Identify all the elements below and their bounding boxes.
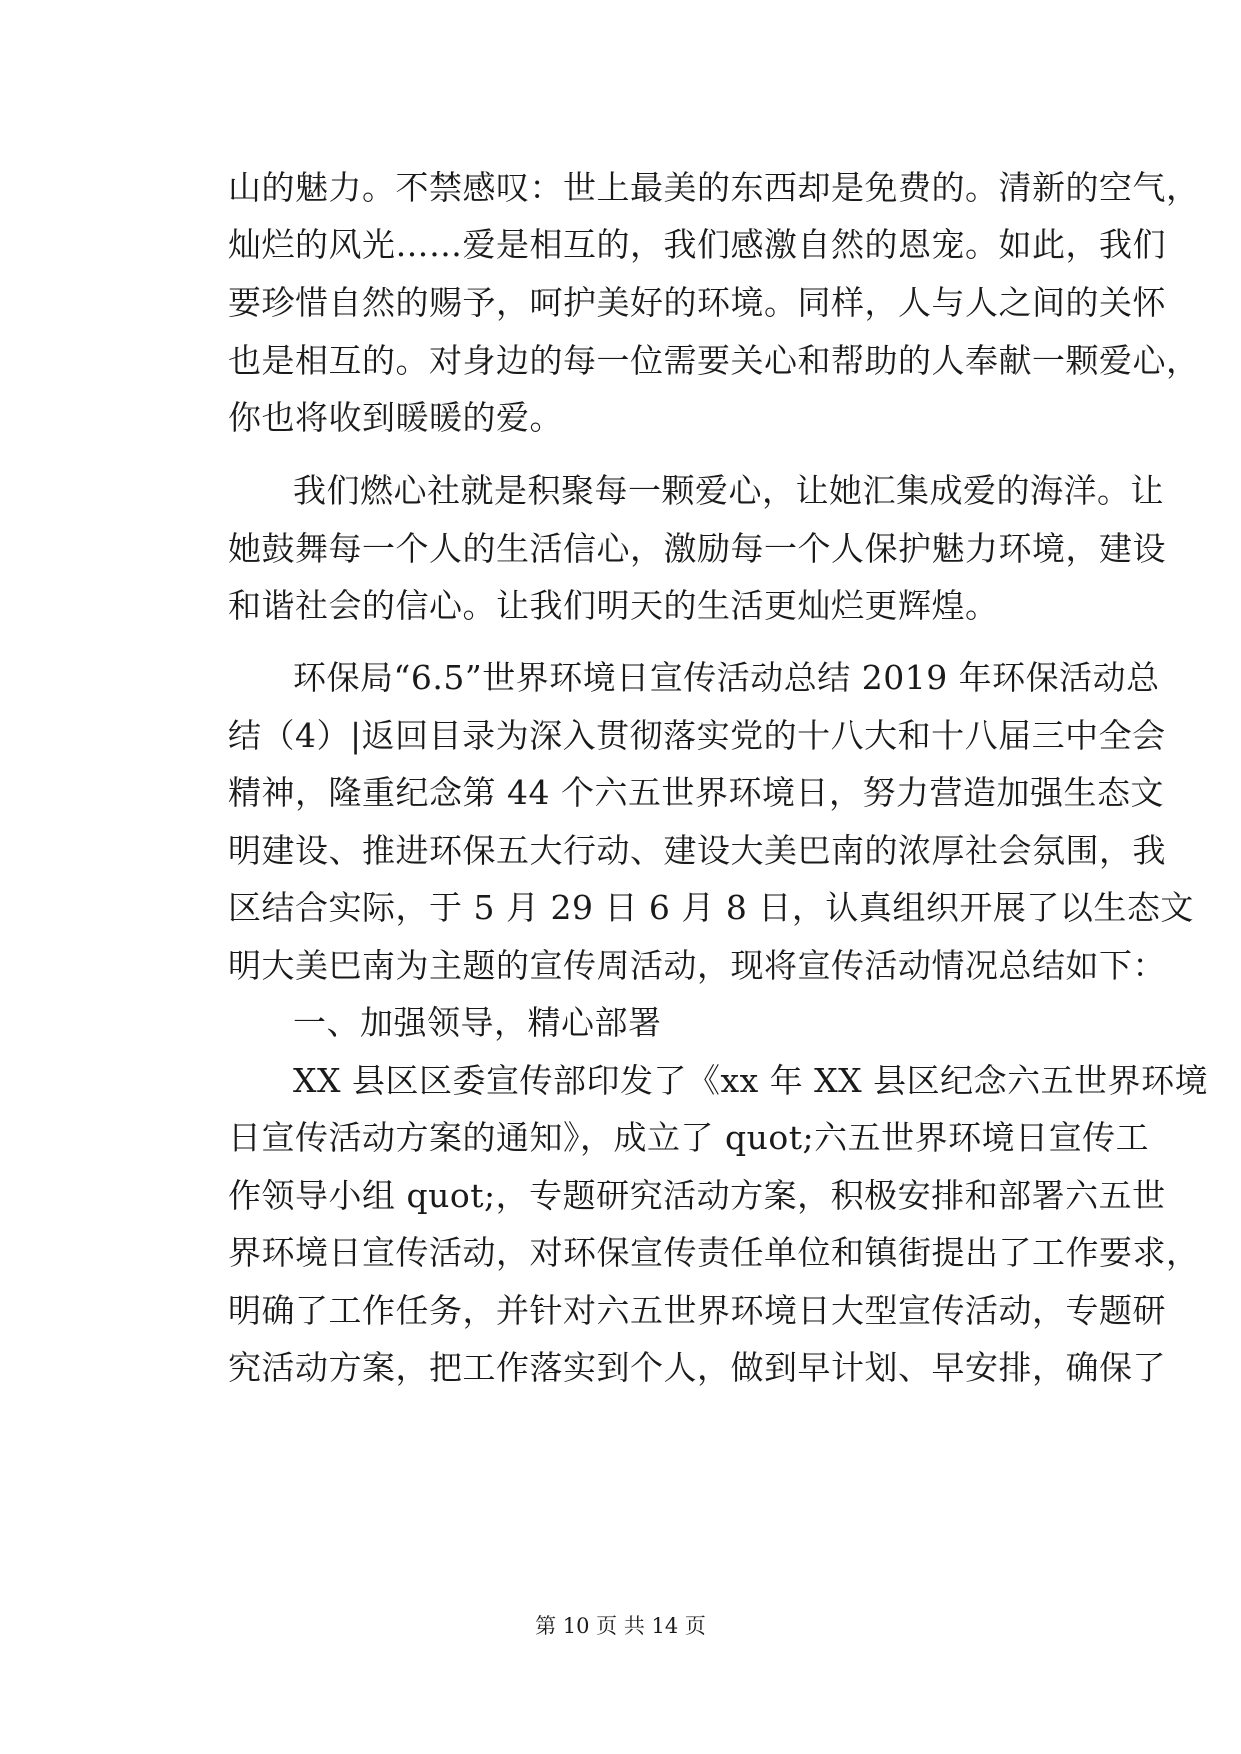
text-line: 明确了工作任务，并针对六五世界环境日大型宣传活动，专题研 [228,1291,1166,1330]
text-line: 区结合实际，于 5 月 29 日 6 月 8 日，认真组织开展了以生态文 [228,888,1194,927]
text-line: 究活动方案，把工作落实到个人，做到早计划、早安排，确保了 [228,1348,1166,1387]
text-line: 日宣传活动方案的通知》，成立了 quot;六五世界环境日宣传工 [228,1118,1150,1157]
text-line: 明大美巴南为主题的宣传周活动，现将宣传活动情况总结如下： [228,946,1166,985]
text-line: 精神，隆重纪念第 44 个六五世界环境日，努力营造加强生态文 [228,773,1164,812]
paragraph-first-line: 我们燃心社就是积聚每一颗爱心，让她汇集成爱的海洋。让 [293,471,1164,510]
section-heading: 一、加强领导，精心部署 [293,1003,662,1042]
text-line: 明建设、推进环保五大行动、建设大美巴南的浓厚社会氛围，我 [228,831,1166,870]
text-line: 作领导小组 quot;，专题研究活动方案，积极安排和部署六五世 [228,1176,1166,1215]
text-line: 也是相互的。对身边的每一位需要关心和帮助的人奉献一颗爱心， [228,341,1200,380]
paragraph-first-line: 环保局“6.5”世界环境日宣传活动总结 2019 年环保活动总 [293,658,1160,697]
text-line: 要珍惜自然的赐予，呵护美好的环境。同样，人与人之间的关怀 [228,283,1166,322]
text-line: 界环境日宣传活动，对环保宣传责任单位和镇街提出了工作要求， [228,1233,1200,1272]
text-line: 灿烂的风光……爱是相互的，我们感激自然的恩宠。如此，我们 [228,225,1166,264]
text-line: 山的魅力。不禁感叹：世上最美的东西却是免费的。清新的空气， [228,168,1200,207]
text-line: 结（4）|返回目录为深入贯彻落实党的十八大和十八届三中全会 [228,716,1166,755]
text-line: 她鼓舞每一个人的生活信心，激励每一个人保护魅力环境，建设 [228,529,1166,568]
paragraph-first-line: XX 县区区委宣传部印发了《xx 年 XX 县区纪念六五世界环境 [293,1061,1209,1100]
text-line: 和谐社会的信心。让我们明天的生活更灿烂更辉煌。 [228,586,999,625]
text-line: 你也将收到暖暖的爱。 [228,398,563,437]
page-footer: 第 10 页 共 14 页 [535,1614,706,1638]
